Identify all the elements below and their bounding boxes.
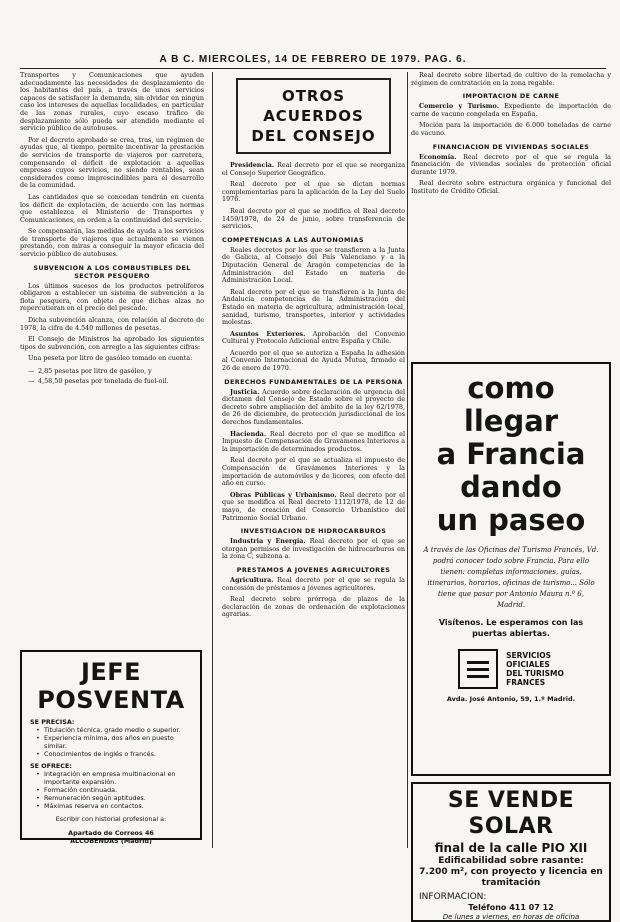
paragraph-text: Acuerdo sobre declaración de urgencia del dictamen del Consejo de Estado sobre el proyecto de decreto sobre ampliación del ámbito de la ley 62/1978, de 26 de diciembre, de protección jurisdiccional de los derechos fundamentales. xyxy=(222,387,405,427)
bullet-icon: • xyxy=(36,802,40,810)
list-item-text: 4,58,50 pesetas por tonelada de fuel-oil. xyxy=(38,377,169,385)
ad-jefe-posventa xyxy=(20,650,202,845)
ad-address: Avda. José Antonio, 59, 1.º Madrid. xyxy=(446,695,576,703)
ad-phone: Teléfono 411 07 12 xyxy=(468,903,554,912)
ad-turismo-frances xyxy=(411,362,611,776)
bullet-icon: • xyxy=(36,794,40,802)
article-paragraph: Real decreto por el que se dictan normas complementarias para la aplicación de la Ley del Suelo 1976. xyxy=(222,180,405,204)
ad-bullet xyxy=(36,750,192,758)
article-paragraph: Acuerdo por el que se autoriza a España la adhesión al Convenio Internacional de Ayuda Mutua, firmado el 26 de enero de 1970. xyxy=(222,348,405,373)
ad-bullet xyxy=(36,770,192,786)
ad-body-text: A través de las Oficinas del Turismo Francés, Vd. podrá conocer todo sobre Francia. Para ello tienen: completas informaciones, guías, itinerarios, horarios, oficinas de turismo... Sólo tiene que pasar por Antonio Maura n.º 6, Madrid. xyxy=(423,546,599,609)
section-heading: DERECHOS FUNDAMENTALES DE LA PERSONA xyxy=(224,377,403,386)
logo-text-line: FRANCES xyxy=(506,678,546,687)
paragraph-text: Real decreto por el que se modifica el Real decreto 1112/1978, de 12 de mayo, de creación del Consorcio Urbanístico del Patrimonio Social Urbano. xyxy=(222,490,405,522)
ad-bullet-text: Integración en empresa multinacional en importante expansión. xyxy=(44,770,176,786)
article-paragraph: Real decreto sobre estructura orgánica y funcional del Instituto de Crédito Oficial. xyxy=(411,179,611,195)
ad-subheading: SE PRECISA: xyxy=(30,718,75,726)
paragraph-lead: Presidencia. xyxy=(230,161,275,169)
paragraph-text: Expediente de importación de carne de vacuno congelada en España. xyxy=(411,102,611,118)
section-heading: FINANCIACION DE VIVIENDAS SOCIALES xyxy=(432,142,590,151)
ad-subheading: SE OFRECE: xyxy=(30,762,72,770)
paragraph-lead: Comercio y Turismo. xyxy=(419,102,499,111)
boxed-title-line: OTROS ACUERDOS xyxy=(263,87,364,125)
ad-hours: De lunes a viernes, en horas de oficina xyxy=(442,913,580,921)
ad-logo-text xyxy=(506,651,564,687)
article-paragraph xyxy=(411,103,611,118)
paragraph-text: Aprobación del Convenio Cultural y Protocolo Adicional entre España y Chile. xyxy=(222,329,406,346)
bullet-icon: • xyxy=(36,726,40,734)
ad-bullet xyxy=(36,794,192,802)
list-item-text: 2,85 pesetas por litro de gasóleo, y xyxy=(38,367,152,375)
paragraph-lead: Asuntos Exteriores. xyxy=(230,329,306,338)
article-paragraph: Real decreto sobre prórroga de plazos de la declaración de zonas de ordenación de explotaciones agrarias. xyxy=(222,595,405,619)
dash-bullet: — xyxy=(28,377,35,385)
ad-bullet-text: Experiencia mínima, dos años en puesto similar. xyxy=(44,734,174,750)
paragraph-lead: Obras Públicas y Urbanismo. xyxy=(230,490,337,499)
column-divider xyxy=(212,72,213,848)
list-item xyxy=(28,377,204,385)
column-middle xyxy=(222,72,405,852)
article-paragraph: El Consejo de Ministros ha aprobado los siguientes tipos de subvención, con arreglo a las siguientes cifras: xyxy=(20,335,204,351)
ad-headline-line: un paseo xyxy=(436,503,586,537)
ad-bullet-text: Conocimientos de inglés o francés. xyxy=(44,750,156,758)
ad-bullet-text: Remuneración según aptitudes. xyxy=(44,794,146,802)
logo-text-line: OFICIALES xyxy=(506,660,550,669)
article-paragraph: Transportes y Comunicaciones que ayuden adecuadamente las necesidades de desplazamiento de los habitantes del país, a través de unos servicios capaces de satisfacer la demanda, sin olvidar en ningún caso los intereses de aquellas localidades, en particular de las zonas rurales, cuyo escaso tráfico de desplazamiento sólo pueda ser atendido mediante el servicio público de autobuses. xyxy=(20,71,204,133)
ad-title: JEFE POSVENTA xyxy=(37,658,185,714)
article-paragraph xyxy=(222,331,405,346)
section-heading: IMPORTACION DE CARNE xyxy=(462,92,560,101)
paragraph-text: Real decreto por el que se regula la concesión de préstamos a jóvenes agricultores. xyxy=(222,575,405,592)
ad-info-line: Edificabilidad sobre rasante: xyxy=(438,856,584,866)
paragraph-lead: Industria y Energía. xyxy=(230,537,306,546)
list-item xyxy=(28,367,204,375)
ad-address: Apartado de Correos 46 xyxy=(68,829,154,837)
article-paragraph: Real decreto sobre libertad de cultivo de la remolacha y régimen de contratación en la zona regable. xyxy=(411,71,611,87)
section-heading: PRESTAMOS A JOVENES AGRICULTORES xyxy=(236,565,391,574)
ad-se-vende-solar xyxy=(411,782,611,922)
bullet-icon: • xyxy=(36,734,40,742)
ad-tagline: Visítenos. Le esperamos con las puertas abiertas. xyxy=(438,618,584,638)
article-paragraph: Una peseta por litro de gasóleo tomado en cuenta: xyxy=(28,354,193,363)
paragraph-text: Real decreto por el que se modifica el Impuesto de Compensación de Gravámenes Interiores a la importación de determinados productos. xyxy=(222,429,405,453)
article-paragraph xyxy=(222,431,405,454)
paragraph-lead: Agricultura. xyxy=(230,575,274,584)
article-paragraph: Los últimos sucesos de los productos petrolíferos obligaron a establecer un sistema de subvención a la flota pesquera, con objeto de que dichas alzas no repercutieran en el precio del pescado. xyxy=(20,281,204,313)
boxed-title-line: DEL CONSEJO xyxy=(251,127,376,145)
article-paragraph: Real decreto por el que se modifica el Real decreto 1459/1978, de 24 de junio, sobre transferencia de servicios. xyxy=(222,206,405,231)
article-paragraph xyxy=(222,577,405,592)
article-paragraph xyxy=(222,492,405,522)
ad-info-label: INFORMACION: xyxy=(419,892,487,902)
ad-headline-line: como llegar xyxy=(463,371,559,438)
paragraph-lead: Justicia. xyxy=(230,387,260,396)
bullet-icon: • xyxy=(36,750,40,758)
ad-headline-line: a Francia xyxy=(436,437,586,471)
ad-bullet-text: Máximas reserva en contactos. xyxy=(44,802,144,810)
logo-text-line: SERVICIOS xyxy=(506,651,552,660)
column-right xyxy=(411,71,611,921)
ad-address-city: ALCOBENDAS (Madrid) xyxy=(70,837,152,845)
section-heading: INVESTIGACION DE HIDROCARBUROS xyxy=(240,527,387,536)
article-paragraph: Reales decretos por los que se transfieren a la Junta de Galicia, al Consejo del País Valenciano y a la Diputación General de Aragón competencias de la Administración del Estado en materia de Administración Local. xyxy=(222,245,405,285)
ad-logo xyxy=(421,649,601,689)
article-paragraph xyxy=(222,162,405,177)
ad-bullet xyxy=(36,786,192,794)
page-header: A B C. MIERCOLES, 14 DE FEBRERO DE 1979. PAG. 6. xyxy=(20,54,606,69)
article-paragraph: Moción para la importación de 6.000 toneladas de carne de vacuno. xyxy=(411,121,611,137)
ad-info-line: 7.200 m², con proyecto y licencia en tramitación xyxy=(419,867,603,888)
logo-text-line: DEL TURISMO xyxy=(506,669,564,678)
article-paragraph: Real decreto por el que se transfieren a la Junta de Andalucía competencias de la Administración del Estado en materia de agricultura, administración local, sanidad, turismo, transportes, interior y actividades molestas. xyxy=(222,287,405,327)
section-heading: COMPETENCIAS A LAS AUTONOMIAS xyxy=(222,235,364,244)
paragraph-lead: Hacienda. xyxy=(230,429,267,438)
paragraph-lead: Economía. xyxy=(419,152,457,161)
paragraph-text: Real decreto por el que se regula la financiación de viviendas sociales de protección oficial durante 1979. xyxy=(411,152,611,176)
ad-bullet-text: Titulación técnica, grado medio o superior. xyxy=(44,726,181,734)
article-paragraph: Real decreto por el que se actualiza el impuesto de Compensación de Gravámenes Interiores y la importación de automóviles y de licores, con efecto del año en curso. xyxy=(222,456,405,488)
ad-bullet xyxy=(36,802,192,810)
tourism-logo-icon xyxy=(458,649,498,689)
article-paragraph xyxy=(222,538,405,561)
ad-bullet-text: Formación continuada. xyxy=(44,786,118,794)
ad-bullet xyxy=(36,726,192,734)
section-heading: SUBVENCION A LOS COMBUSTIBLES DEL SECTOR PESQUERO xyxy=(33,263,191,280)
ad-title: SE VENDE SOLAR xyxy=(447,788,575,839)
article-paragraph: Las cantidades que se concedan tendrán en cuenta los déficit de explotación, de acuerdo con las normas que establezca el Ministerio de Transportes y Comunicaciones, en orden a la continuidad del servicio. xyxy=(20,192,204,224)
ad-bullet xyxy=(36,734,192,750)
ad-headline-line: dando xyxy=(460,470,562,504)
bullet-icon: • xyxy=(36,786,40,794)
article-paragraph: Dicha subvención alcanza, con relación al decreto de 1978, la cifra de 4.540 millones de pesetas. xyxy=(20,316,204,332)
column-left xyxy=(20,72,204,852)
article-paragraph xyxy=(222,389,405,427)
column-divider xyxy=(407,72,408,848)
article-paragraph xyxy=(411,154,611,177)
paragraph-text: Real decreto por el que se reorganiza el Consejo Superior Geográfico. xyxy=(222,161,405,177)
paragraph-text: Real decreto por el que se otorgan permisos de investigación de hidrocarburos en la zona C, subzona a. xyxy=(222,537,405,561)
article-paragraph: Se compensarán, las medidas de ayuda a los servicios de transporte de viajeros que actualmente se vienen prestando, con miras a conseguir la mayor eficacia del servicio público de autobuses. xyxy=(20,227,204,259)
ad-location: final de la calle PIO XII xyxy=(434,841,588,855)
boxed-section-title xyxy=(236,78,391,154)
article-paragraph: Por el decreto aprobado se crea, tras, un régimen de ayudas que, al tiempo, permite incentivar la prestación de servicios de transporte de viajeros por carretera, compensando el déficit de explotación a aquellas empresas cuyos servicios, no siendo rentables, sean considerados como imprescindibles para el desarrollo de la comunidad. xyxy=(20,135,204,190)
bullet-icon: • xyxy=(36,770,40,778)
ad-contact-note: Escribir con historial profesional a: xyxy=(55,815,167,823)
dash-bullet: — xyxy=(28,367,35,375)
